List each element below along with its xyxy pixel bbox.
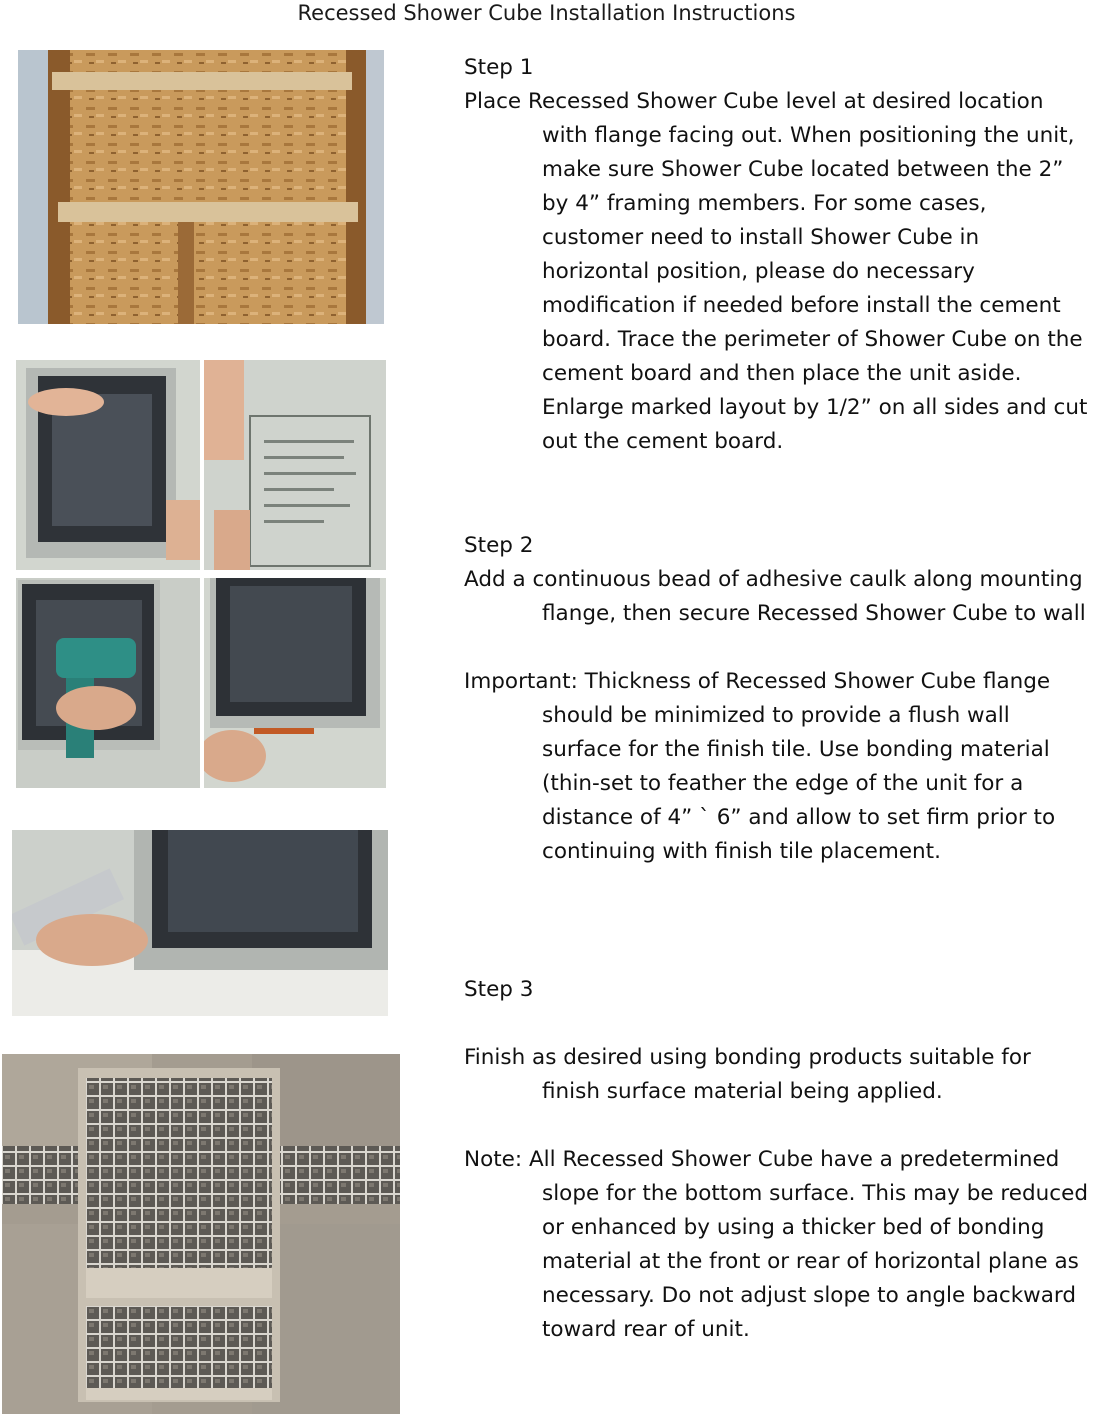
cut-cement-board-photo-icon [204, 360, 386, 570]
screw-photo [204, 578, 386, 788]
step3-section [464, 973, 1089, 1347]
step1-text: Place Recessed Shower Cube level at desired location with flange facing out. When positioning the unit, make sure Shower Cube located between the 2” by 4” framing members. For some cases, customer need to install Shower Cube in horizontal position, please do necessary modification if needed before install the cement board. Trace the perimeter of Shower Cube on the cement board and then place the unit aside. Enlarge marked layout by 1/2” on all sides and cut out the cement board. [464, 89, 1088, 454]
cut-photo [204, 360, 386, 570]
page-title: Recessed Shower Cube Installation Instructions [297, 1, 796, 25]
finished-tiled-niche-photo-icon [2, 1054, 400, 1414]
trace-photo [16, 360, 200, 570]
step2-heading: Step 2 [464, 533, 534, 558]
step1-heading: Step 1 [464, 55, 534, 80]
step2-text: Add a continuous bead of adhesive caulk along mounting flange, then secure Recessed Shower Cube to wall [464, 567, 1086, 626]
step3-text: Finish as desired using bonding products suitable for finish surface material being applied. [464, 1045, 1031, 1104]
step3-heading: Step 3 [464, 977, 534, 1002]
thinset-trowel-photo-icon [12, 830, 388, 1016]
wall-framing-photo-icon [18, 50, 384, 324]
screw-flange-photo-icon [204, 578, 386, 788]
thinset-photo [12, 830, 388, 1016]
step3-note: Note: All Recessed Shower Cube have a predetermined slope for the bottom surface. This may be reduced or enhanced by using a thicker bed of bonding material at the front or rear of horizontal plane as necessary. Do not adjust slope to angle backward toward rear of unit. [464, 1147, 1088, 1342]
step2-section [464, 529, 1089, 869]
finished-photo [2, 1054, 400, 1414]
drill-photo [16, 578, 200, 788]
trace-layout-photo-icon [16, 360, 200, 570]
secure-unit-drill-photo-icon [16, 578, 200, 788]
step2-important: Important: Thickness of Recessed Shower Cube flange should be minimized to provide a flush wall surface for the finish tile. Use bonding material (thin-set to feather the edge of the unit for a distance of 4” ` 6” and allow to set firm prior to continuing with finish tile placement. [464, 669, 1056, 864]
framing-photo [18, 50, 384, 324]
step1-section [464, 51, 1089, 459]
